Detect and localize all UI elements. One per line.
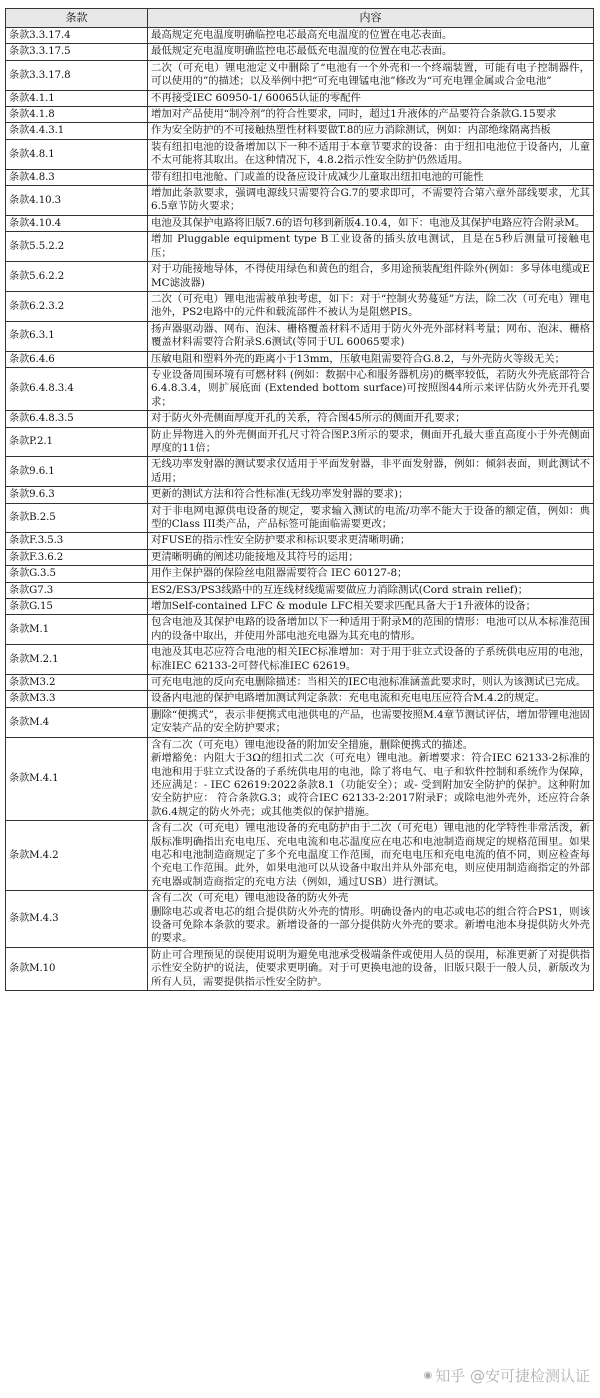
table-row [6,503,594,533]
clause-cell: 条款3.3.17.5 [6,44,148,60]
content-cell [148,675,594,691]
content-cell [148,947,594,990]
clause-cell: 条款4.8.3 [6,169,148,185]
content-cell [148,487,594,503]
content-cell [148,232,594,262]
content-text: 删除“便携式”，表示非便携式电池供电的产品，也需要按照M.4章节测试评估，增加带锂电池固定安装产品的安全防护要求； [151,708,590,735]
content-text: 防止异物进入的外壳侧面开孔尺寸符合图P.3所示的要求，侧面开孔最大垂直高度小于外壳侧面厚度的11倍； [151,428,590,454]
header-content: 内容 [148,9,594,28]
zhihu-logo-icon: ◉ [423,1370,433,1381]
content-cell [148,169,594,185]
clause-cell: 条款6.4.8.3.5 [6,411,148,427]
clause-cell: 条款M.10 [6,947,148,990]
content-cell [148,549,594,565]
content-text: 含有二次（可充电）锂电池设备的防火外壳 [151,892,349,905]
table-row [6,44,594,60]
clause-cell: 条款4.10.4 [6,215,148,231]
table-row [6,215,594,231]
clause-cell: 条款3.3.17.8 [6,60,148,90]
table-row [6,582,594,598]
content-text: 更新的测试方法和符合性标准(无线功率发射器的要求)； [151,488,409,501]
content-text: 二次（可充电）锂电池需被单独考虑，如下：对于“控制火势蔓延”方法，除二次（可充电）锂电池外，PS2电路中的元件和载流部件不被认为是阻燃PIS。 [151,292,590,319]
table-row [6,675,594,691]
content-cell [148,599,594,615]
table-row [6,487,594,503]
content-cell [148,60,594,90]
table-row [6,891,594,948]
header-clause: 条款 [6,9,148,28]
content-text: 电池及其保护电路将旧版7.6的语句移到新版4.10.4，如下：电池及其保护电路应符合附录M。 [151,216,586,229]
clause-cell: 条款G7.3 [6,582,148,598]
table-row [6,615,594,645]
content-cell [148,123,594,139]
standard-clauses-table [5,8,594,991]
content-text: 可充电电池的反向充电删除描述：当相关的IEC电池标准涵盖此要求时，则认为该测试已完成。 [151,676,587,689]
content-text: 删除电芯或者电芯的组合提供防火外壳的情形。明确设备内的电芯或电芯的组合符合PS1，则该设备可免除本条款的要求。新增设备的一部分提供防火外壳的要求。新增电池本身提供防火外壳的要求。 [151,905,590,945]
content-cell [148,262,594,292]
content-cell [148,215,594,231]
content-cell [148,107,594,123]
content-text: 电池及其电芯应符合电池的相关IEC标准增加：对于用于驻立式设备的子系统供电应用的电池，标准IEC 62133-2可替代标准IEC 62619。 [151,646,590,672]
content-text: 对于非电网电源供电设备的规定，要求输入测试的电流/功率不能大于设备的额定值，例如：典型的Class III类产品，产品标签可能面临需要更改； [151,504,590,530]
clause-cell: 条款4.4.3.1 [6,123,148,139]
content-text: 不再接受IEC 60950-1/ 60065认证的零配件 [151,91,361,104]
clause-cell: 条款5.5.2.2 [6,232,148,262]
clause-cell: 条款3.3.17.4 [6,28,148,44]
table-row [6,90,594,106]
content-text: 对于功能接地导体，不得使用绿色和黄色的组合，多用途预装配组件除外(例如：多导体电缆或EMC滤波器) [151,263,590,289]
clause-cell: 条款9.6.1 [6,457,148,487]
content-text: 含有二次（可充电）锂电池设备的充电防护由于二次（可充电）锂电池的化学特性非常活泼，新版标准明确指出充电电压、充电电流和电芯温度应在电芯和电池制造商规定的规格范围里。如果电芯和电池制造商规定了多个充电温度工作范围，而充电电压和充电电流的值不同，则应检查每个充电工作范围。此外，如果电池可以从设备中取出并从外部充电，则应使用制造商指定的外部充电器或制造商指定的充电方法（例如，通过USB）进行测试。 [151,822,590,888]
content-text: 最低规定充电温度明确监控电芯最低充电温度的位置在电芯表面。 [151,45,453,58]
content-text: 增加Self-contained LFC & module LFC相关要求匹配具备大于1升液体的设备； [151,600,537,613]
clause-cell: 条款4.1.1 [6,90,148,106]
content-cell [148,503,594,533]
table-row [6,599,594,615]
clause-cell: 条款6.4.8.3.4 [6,367,148,410]
clause-cell: 条款B.2.5 [6,503,148,533]
content-text: 对于防火外壳侧面厚度开孔的关系，符合图45所示的侧面开孔要求； [151,412,466,425]
clause-cell: 条款M.4.1 [6,737,148,820]
clause-cell: 条款6.2.3.2 [6,291,148,321]
table-row [6,411,594,427]
content-cell [148,44,594,60]
content-cell [148,367,594,410]
clause-cell: 条款4.10.3 [6,186,148,216]
content-text: 增加此条款要求，强调电源线只需要符合G.7的要求即可，不需要符合第六章外部线要求，尤其6.5章节防火要求； [151,187,590,213]
table-row [6,123,594,139]
content-text: 更清晰明确的阐述功能接地及其符号的运用； [151,550,359,563]
content-cell [148,411,594,427]
content-text: 装有纽扣电池的设备增加以下一种不适用于本章节要求的设备：由于纽扣电池位于设备内，儿童不太可能将其取出。在这种情况下，4.8.2指示性安全防护仍然适用。 [151,140,590,167]
content-cell [148,28,594,44]
table-body [6,28,594,991]
content-text: 含有二次（可充电）锂电池设备的附加安全措施，删除便携式的描述。 [151,738,474,751]
content-cell [148,351,594,367]
content-cell [148,321,594,351]
table-row [6,139,594,169]
table-row [6,107,594,123]
clause-cell: 条款M3.3 [6,691,148,707]
table-row [6,321,594,351]
table-row [6,186,594,216]
clause-cell: 条款M.4.2 [6,821,148,891]
content-text: 压敏电阻和塑料外壳的距离小于13mm，压敏电阻需要符合G.8.2，与外壳防火等级无关； [151,352,565,365]
content-text: 增加 Pluggable equipment type B工业设备的插头放电测试，且是在5秒后测量可接触电压； [151,233,590,259]
content-cell [148,90,594,106]
table-row [6,427,594,457]
clause-cell: 条款G.3.5 [6,566,148,582]
table-row [6,691,594,707]
clause-cell: 条款F.3.5.3 [6,533,148,549]
content-cell [148,566,594,582]
content-text: 对FUSE的指示性安全防护要求和标识要求更清晰明确； [151,534,411,547]
clause-cell: 条款4.8.1 [6,139,148,169]
table-row [6,351,594,367]
content-text: 无线功率发射器的测试要求仅适用于平面发射器，非平面发射器，例如：倾斜表面，则此测试不适用； [151,458,590,484]
content-cell [148,427,594,457]
content-text: 最高规定充电温度明确临控电芯最高充电温度的位置在电芯表面。 [151,29,453,41]
content-cell [148,821,594,891]
content-cell [148,186,594,216]
content-text: 二次（可充电）锂电池定义中删除了“电池有一个外壳和一个终端装置，可能有电子控制器件，可以使用的”的描述；以及举例中把“可充电锂锰电池”修改为“可充电锂金属或合金电池” [151,61,590,88]
clause-cell: 条款M.1 [6,615,148,645]
content-text: 专业设备周围环境有可燃材料 (例如：数据中心和服务器机房)的概率较低，若防火外壳底部符合6.4.8.3.4，则扩展底面 (Extended bottom surface)可按照图44所示来评估防火外壳开孔要求； [151,368,590,408]
content-cell [148,582,594,598]
table-row [6,169,594,185]
table-row [6,737,594,820]
clause-cell: 条款M.2.1 [6,645,148,675]
content-text: 扬声器驱动器、网布、泡沫、栅格覆盖材料不适用于防火外壳外部材料考量；网布、泡沫、栅格覆盖材料需要符合附录S.6测试(等同于UL 60065要求) [151,322,590,349]
clause-cell: 条款M.4.3 [6,891,148,948]
table-row [6,367,594,410]
clause-cell: 条款G.15 [6,599,148,615]
clause-cell: 条款9.6.3 [6,487,148,503]
table-row [6,821,594,891]
watermark-text: 知乎 @安可捷检测认证 [435,1367,590,1385]
content-cell [148,139,594,169]
table-row [6,232,594,262]
content-cell [148,737,594,820]
clause-cell: 条款M.4 [6,707,148,737]
content-text: 增加对产品使用“制冷剂”的符合性要求，同时，超过1升液体的产品要符合条款G.15要求 [151,108,557,121]
watermark [423,1365,590,1386]
table-row [6,60,594,90]
content-cell [148,691,594,707]
clause-cell: 条款6.4.6 [6,351,148,367]
content-cell [148,645,594,675]
content-text: 包含电池及其保护电路的设备增加以下一种适用于附录M的范围的情形：电池可以从本标准范围内的设备中取出，并使用外部电池充电器为其充电的情形。 [151,616,590,642]
content-cell [148,291,594,321]
content-text: 设备内电池的保护电路增加测试判定条款：充电电流和充电电压应符合M.4.2的规定。 [151,692,546,705]
content-text: 防止可合理预见的误使用说明为避免电池承受极端条件或使用人员的误用，标准更新了对提供指示性安全防护的说法，使要求更明确。对于可更换电池的设备，旧版只限于一般人员，新版改为所有人员，需要提供指示性安全防护。 [151,948,590,988]
content-cell [148,615,594,645]
content-text: 用作主保护器的保险丝电阻器需要符合 IEC 60127-8； [151,567,408,580]
clause-cell: 条款F.3.6.2 [6,549,148,565]
content-cell [148,707,594,737]
table-row [6,457,594,487]
content-cell [148,533,594,549]
table-row [6,533,594,549]
table-row [6,262,594,292]
table-row [6,549,594,565]
clause-cell: 条款P.2.1 [6,427,148,457]
table-header-row [6,9,594,28]
clause-cell: 条款4.1.8 [6,107,148,123]
content-text: 作为安全防护的不可接触热塑性材料要做T.8的应力消除测试，例如：内部绝缘隔离挡板 [151,124,551,137]
clause-cell: 条款6.3.1 [6,321,148,351]
clause-cell: 条款M3.2 [6,675,148,691]
table-row [6,28,594,44]
content-cell [148,891,594,948]
content-text: 带有纽扣电池舱、门或盖的设备应设计成减少儿童取出纽扣电池的可能性 [151,170,484,183]
table-row [6,947,594,990]
clause-cell: 条款5.6.2.2 [6,262,148,292]
content-text: ES2/ES3/PS3线路中的互连线材线缆需要做应力消除测试(Cord strain relief)； [151,583,529,596]
content-cell [148,457,594,487]
content-text: 新增豁免：内阻大于3Ω的纽扣式二次（可充电）锂电池。新增要求：符合IEC 62133-2标准的电池和用于驻立式设备的子系统供电用的电池，除了将电气、电子和软件控制和系统作为保障，还应满足：- IEC 62619:2022条款8.1（功能安全）；或- 受到附加安全防护的保护。这种附加安全防护应： 符合条款G.3；或符合IEC 62133-2:2017附录F；或除电池外壳外，还应符合条款6.4规定的防火外壳；或其他类似的保护措施。 [151,752,590,818]
table-row [6,645,594,675]
table-row [6,566,594,582]
table-row [6,707,594,737]
table-row [6,291,594,321]
